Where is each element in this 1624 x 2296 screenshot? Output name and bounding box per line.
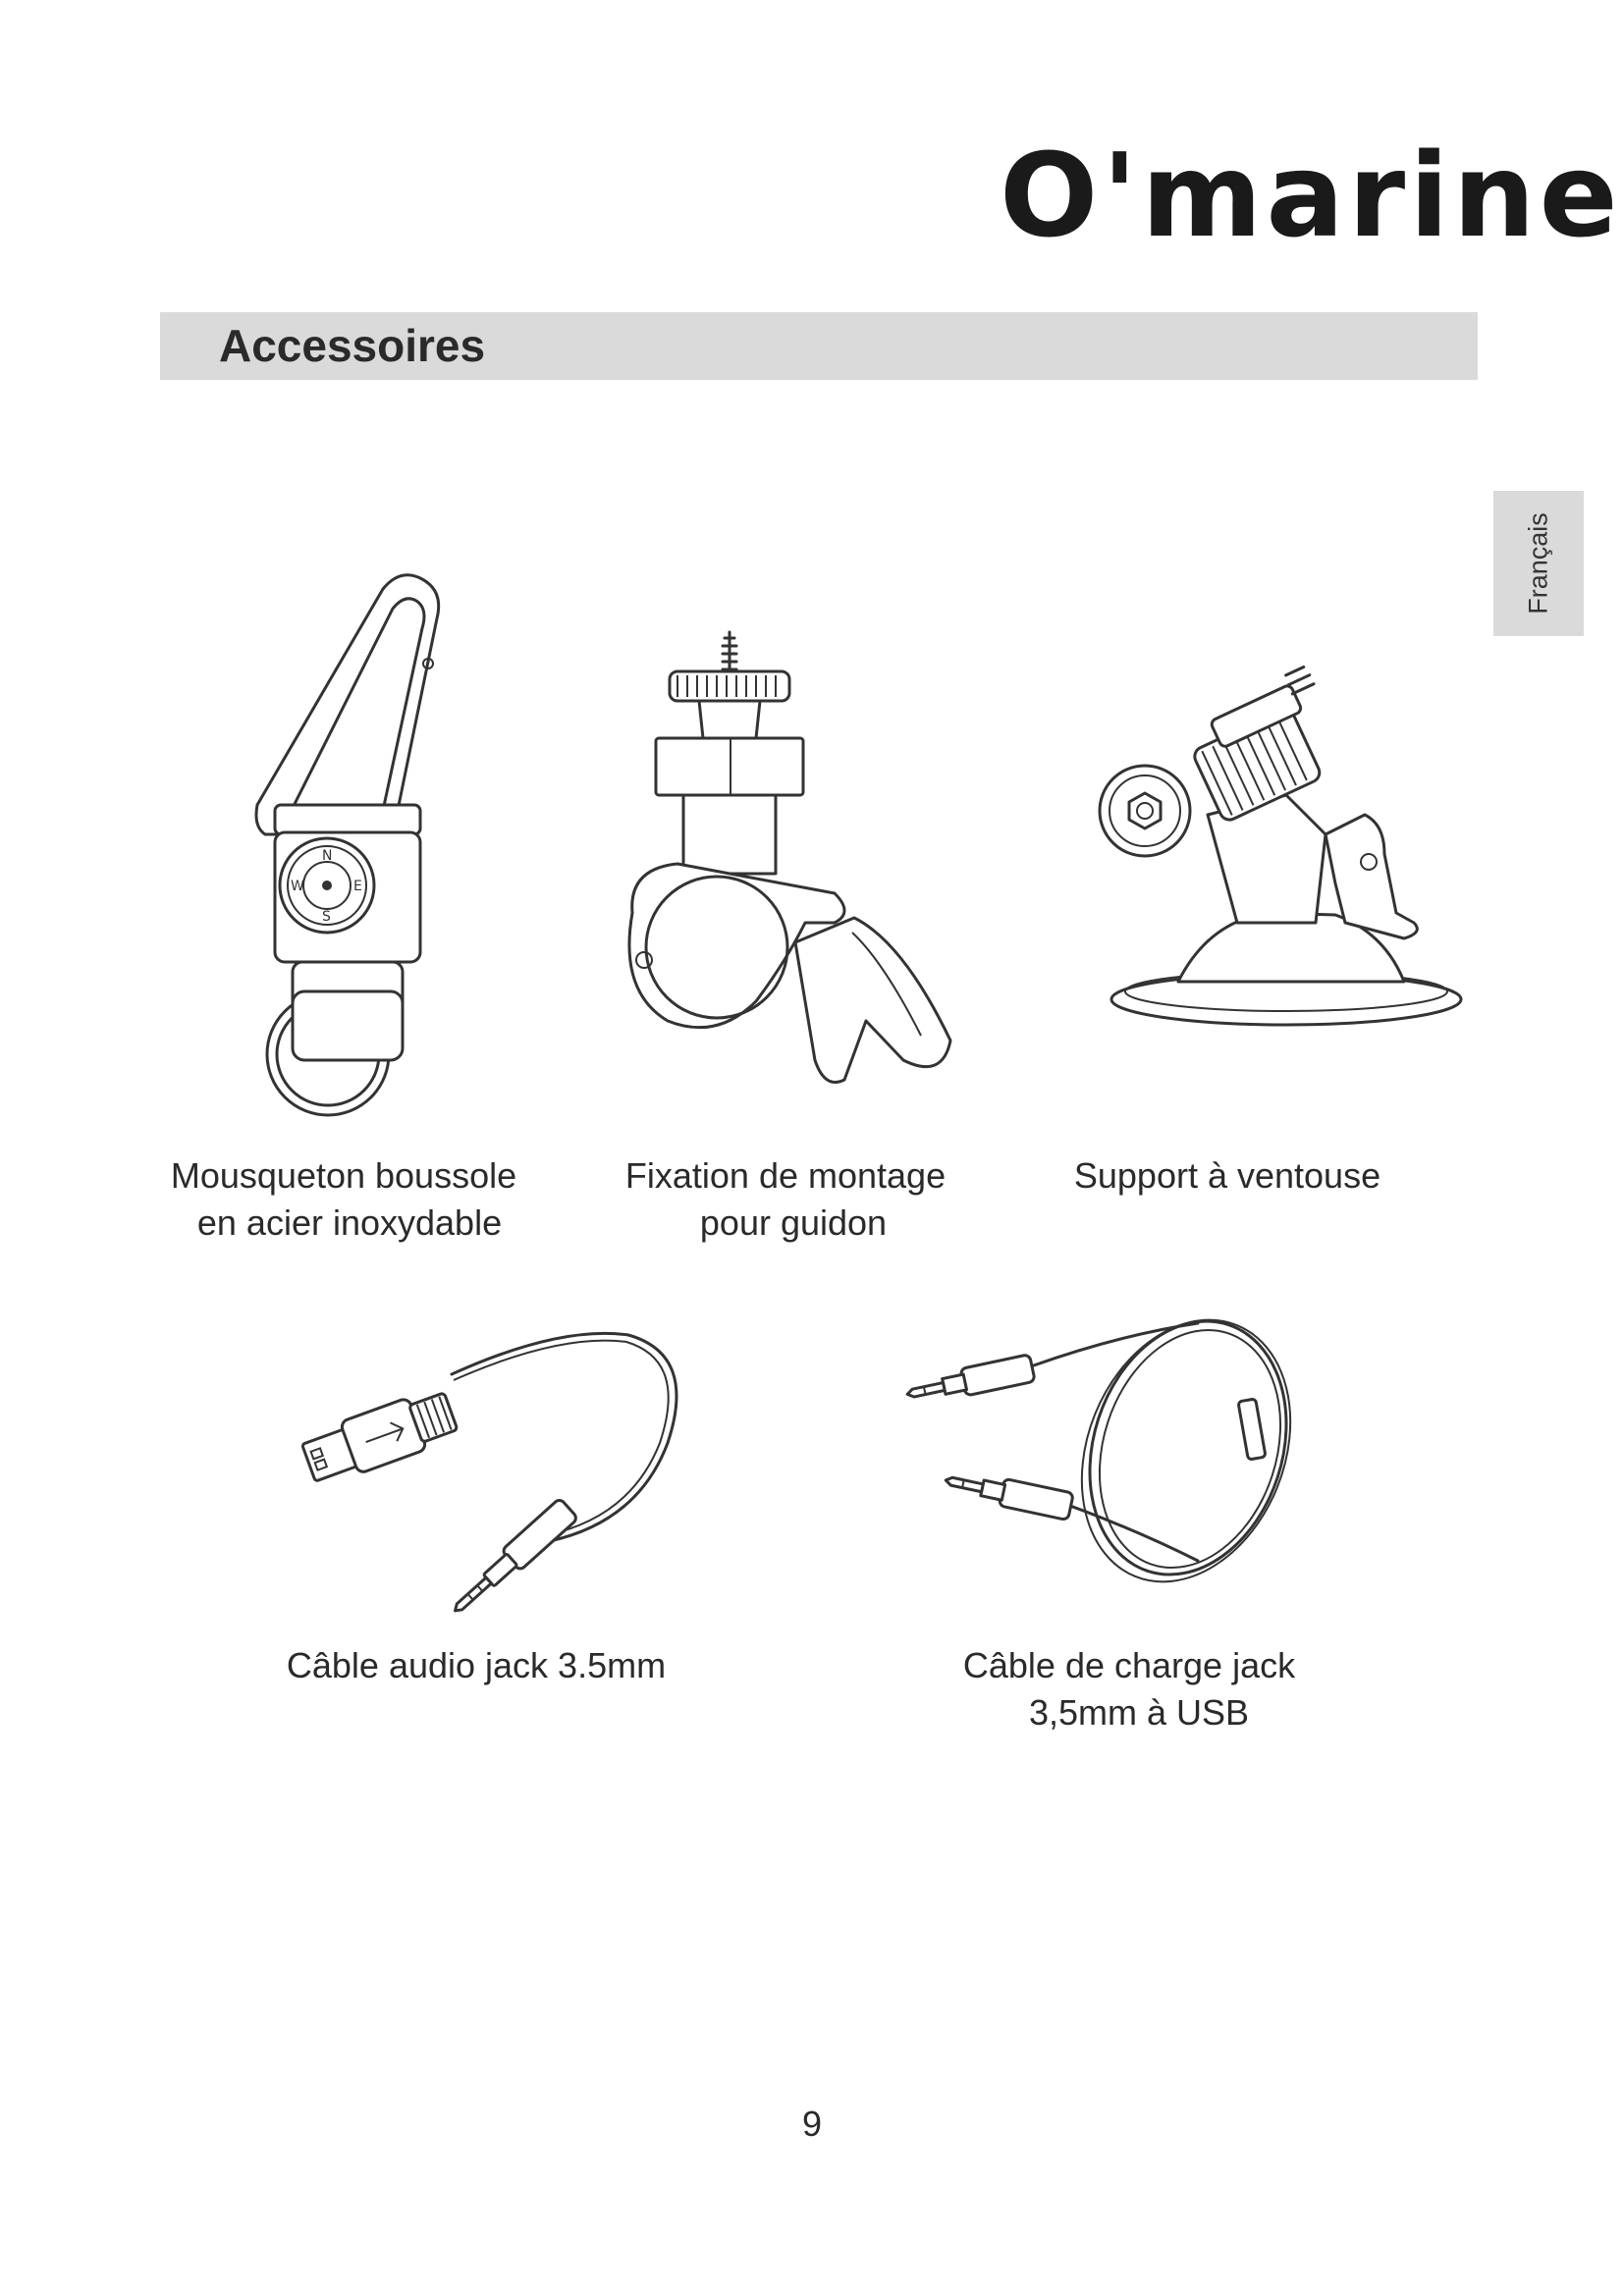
caption-carabiner xyxy=(167,1152,520,1247)
caption-audio-cable xyxy=(275,1642,677,1689)
logo-text: O'marine xyxy=(1000,128,1622,263)
jack-cable-icon xyxy=(903,1306,1316,1600)
svg-text:E: E xyxy=(353,879,362,894)
caption-line-2: en acier inoxydable xyxy=(196,1202,503,1243)
caption-line-1: Mousqueton boussole xyxy=(170,1155,517,1196)
svg-text:W: W xyxy=(291,879,304,894)
section-title: Accessoires xyxy=(219,320,486,371)
caption-line-1: Fixation de montage xyxy=(624,1155,947,1196)
caption-line-2: pour guidon xyxy=(699,1202,888,1243)
caption-suction-mount xyxy=(1060,1152,1394,1200)
svg-text:N: N xyxy=(322,848,333,864)
omarine-logo xyxy=(1000,128,1622,263)
caption-handlebar-mount xyxy=(619,1152,952,1247)
language-tab xyxy=(1493,491,1584,636)
handlebar-mount-icon xyxy=(609,628,962,1090)
caption-line-1: Support à ventouse xyxy=(1073,1155,1381,1196)
caption-line-2: 3,5mm à USB xyxy=(1028,1692,1250,1733)
caption-jack-cable xyxy=(947,1642,1311,1736)
caption-line-1: Câble de charge jack xyxy=(962,1645,1296,1685)
svg-text:S: S xyxy=(322,909,331,925)
page-number: 9 xyxy=(801,2104,823,2144)
section-header-bar xyxy=(160,312,1478,380)
language-tab-label: Français xyxy=(1523,512,1553,614)
caption-line-1: Câble audio jack 3.5mm xyxy=(286,1645,667,1685)
carabiner-compass-icon xyxy=(236,569,471,1119)
usb-audio-cable-icon xyxy=(285,1315,697,1610)
suction-mount-icon xyxy=(1090,687,1463,1041)
